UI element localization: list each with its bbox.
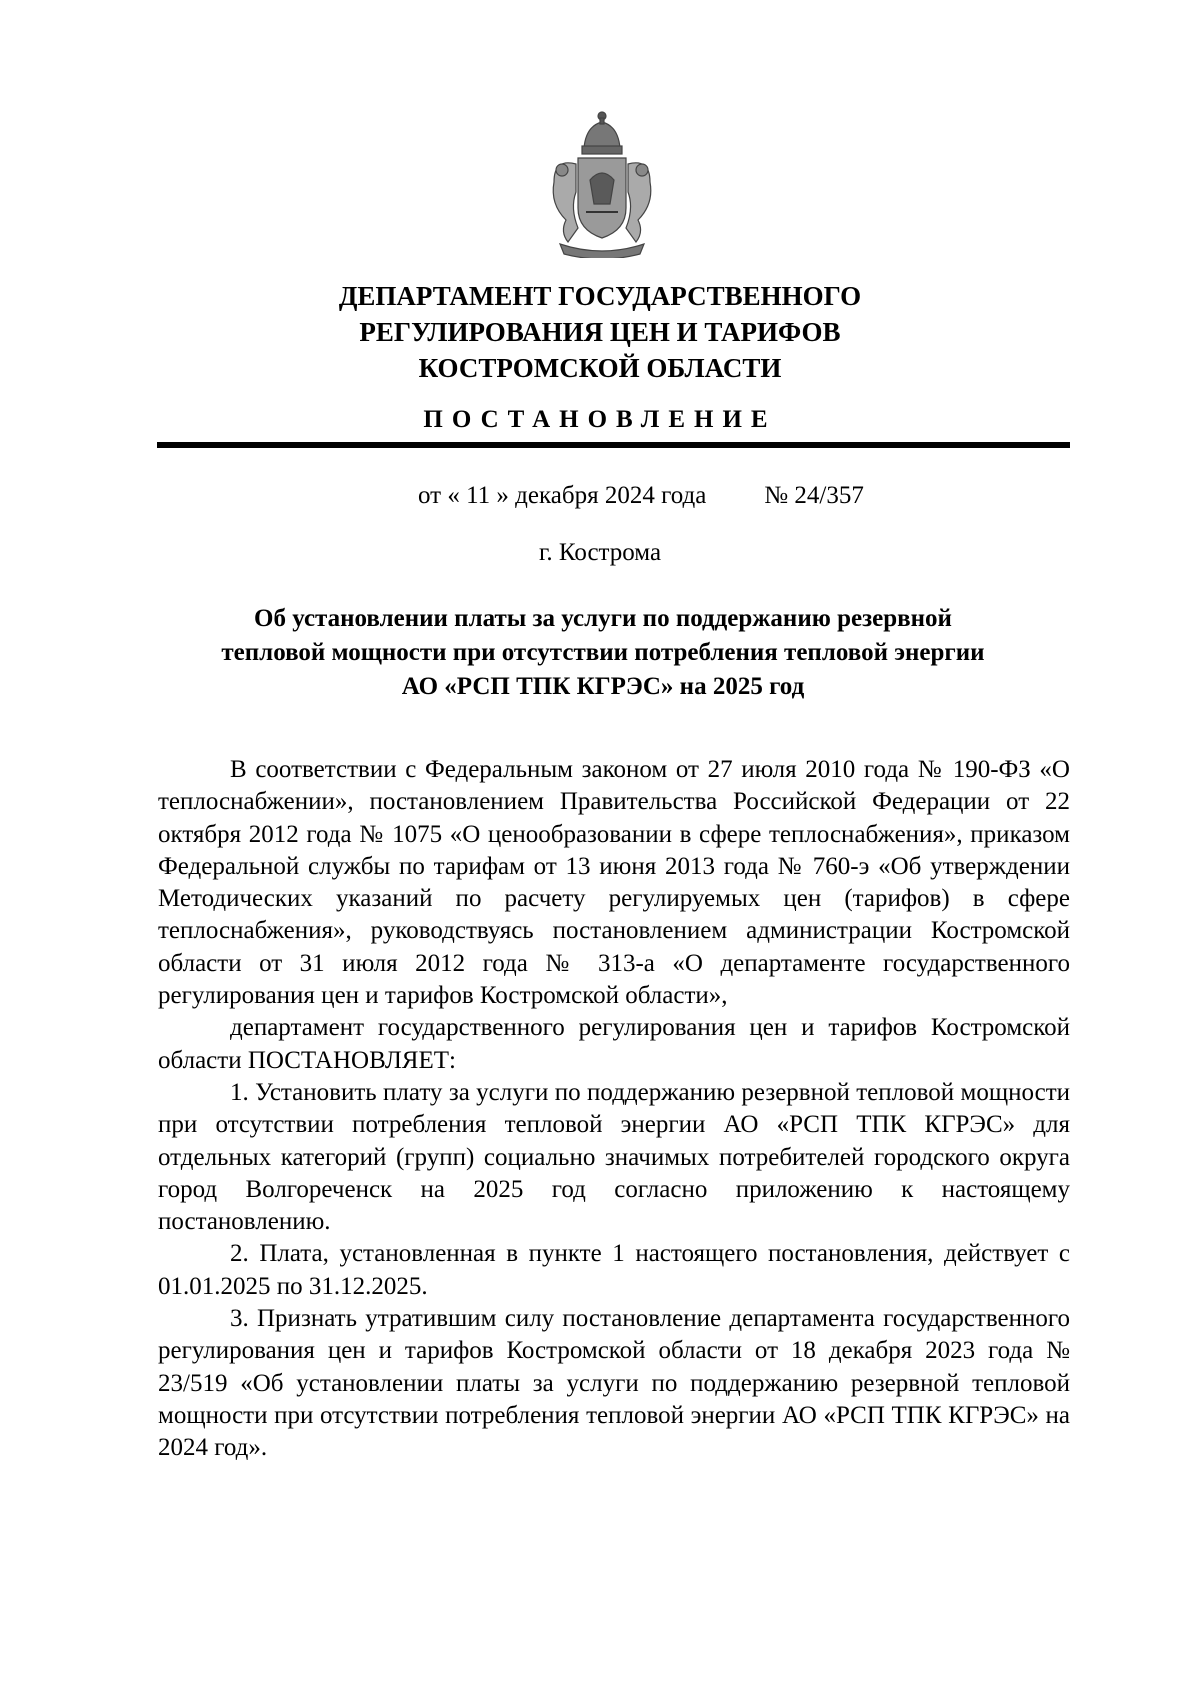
title-line: тепловой мощности при отсутствии потребления тепловой энергии xyxy=(221,639,985,666)
document-type-heading: ПОСТАНОВЛЕНИЕ xyxy=(423,406,777,433)
date-line xyxy=(418,482,864,510)
title-line: АО «РСП ТПК КГРЭС» на 2025 год xyxy=(401,673,805,700)
department-line: ДЕПАРТАМЕНТ ГОСУДАРСТВЕННОГО xyxy=(338,281,862,311)
body-paragraph-item-3: 3. Признать утратившим силу постановление департамента государственного регулирования цен и тарифов Костромской области от 18 декабря 2023 года № 23/519 «Об установлении платы за услуги по поддержанию резервной тепловой мощности при отсутствии потребления тепловой энергии АО «РСП ТПК КГРЭС» на 2024 год». xyxy=(158,1305,1070,1462)
body-paragraph-item-1: 1. Установить плату за услуги по поддержанию резервной тепловой мощности при отсутствии потребления тепловой энергии АО «РСП ТПК КГРЭС» для отдельных категорий (групп) социально значимых потребителей городского округа город Волгореченск на 2025 год согласно приложению к настоящему постановлению. xyxy=(158,1078,1070,1236)
coat-of-arms-icon xyxy=(540,108,664,258)
document-date: от « 11 » декабря 2024 года xyxy=(418,482,707,509)
body-paragraph-preamble: В соответствии с Федеральным законом от 27 июля 2010 года № 190-ФЗ «О теплоснабжении», постановлением Правительства Российской Федерации от 22 октября 2012 года № 1075 «О ценообразовании в сфере теплоснабжения», приказом Федеральной службы по тарифам от 13 июня 2013 года № 760-э «Об утверждении Методических указаний по расчету регулируемых цен (тарифов) в сфере теплоснабжения», руководствуясь постановлением администрации Костромской области от 31 июля 2012 года № 313-а «О департаменте государственного регулирования цен и тарифов Костромской области», xyxy=(158,756,1070,1010)
department-line: РЕГУЛИРОВАНИЯ ЦЕН И ТАРИФОВ xyxy=(359,317,841,347)
document-body xyxy=(158,754,1070,1465)
department-name xyxy=(160,278,1040,386)
title-line: Об установлении платы за услуги по поддержанию резервной xyxy=(254,605,952,632)
header-divider xyxy=(157,442,1070,448)
document-city: г. Кострома xyxy=(538,539,662,566)
document-number: № 24/357 xyxy=(764,482,864,509)
body-paragraph-item-2: 2. Плата, установленная в пункте 1 настоящего постановления, действует с 01.01.2025 по 31.12.2025. xyxy=(158,1240,1070,1300)
body-paragraph-resolves: департамент государственного регулирования цен и тарифов Костромской области ПОСТАНОВЛЯЕТ: xyxy=(158,1014,1070,1074)
department-line: КОСТРОМСКОЙ ОБЛАСТИ xyxy=(418,353,782,383)
document-title xyxy=(160,602,1046,704)
